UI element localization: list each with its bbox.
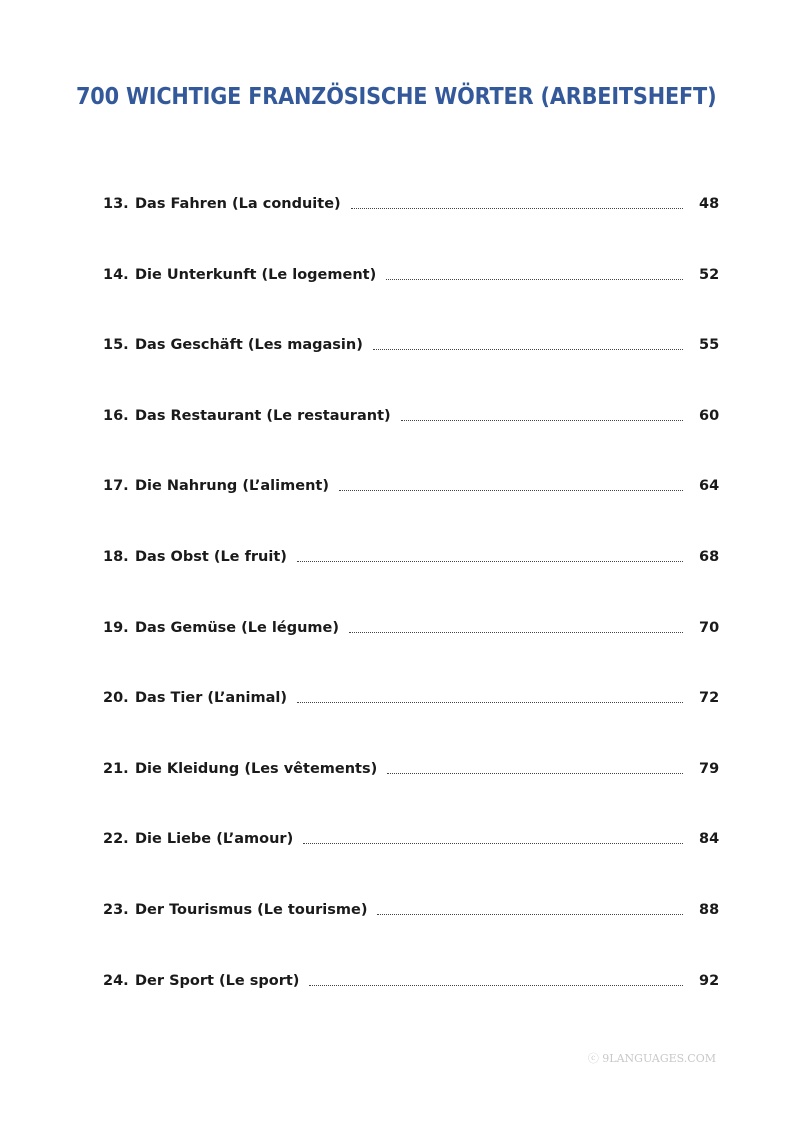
toc-page-number: 55 [699,337,720,354]
toc-leader [387,773,683,774]
toc-page-number: 60 [699,407,720,424]
toc-leader [297,702,683,703]
toc-label: Die Nahrung (L’aliment) [135,478,329,495]
toc-label: Das Restaurant (Le restaurant) [135,407,391,424]
toc-entry[interactable] [103,967,719,995]
toc-entry[interactable] [103,472,719,500]
toc-entry[interactable] [103,755,719,783]
toc-page-number: 70 [699,619,720,636]
toc-page-number: 72 [699,690,720,707]
toc-number: 23. [103,902,129,918]
toc-leader [339,490,683,491]
toc-label: Das Geschäft (Les magasin) [135,337,363,354]
toc-page-number: 79 [699,760,720,777]
toc-leader [349,632,683,633]
toc-label: Das Gemüse (Le légume) [135,619,340,636]
toc-page-number: 84 [699,831,720,848]
toc-leader [303,843,683,844]
toc-number: 17. [103,478,129,495]
toc-number: 14. [103,266,129,283]
toc-label: Das Fahren (La conduite) [135,196,341,212]
toc-number: 16. [103,407,129,424]
toc-number: 18. [103,549,129,565]
toc-entry[interactable] [103,261,719,289]
toc-leader [297,561,683,562]
toc-entry[interactable] [103,402,719,430]
toc-label: Die Unterkunft (Le logement) [135,266,377,283]
toc-leader [401,420,683,421]
toc-entry[interactable] [103,543,719,571]
toc-number: 21. [103,760,129,777]
toc-page-number: 64 [699,478,720,495]
toc-page-number: 48 [699,196,720,212]
toc-leader [386,279,683,280]
toc-entry[interactable] [103,896,719,924]
toc-entry[interactable] [103,331,719,359]
toc-leader [351,208,683,209]
toc-entry[interactable] [103,190,719,218]
toc-leader [377,914,683,915]
toc-number: 19. [103,619,129,636]
toc-page-number: 92 [699,972,720,989]
toc-entry[interactable] [103,684,719,712]
toc-number: 13. [103,196,129,212]
toc-entry[interactable] [103,825,719,853]
toc-label: Der Sport (Le sport) [135,972,300,989]
toc-page-number: 52 [699,266,720,283]
toc-label: Das Tier (L’animal) [135,690,288,707]
toc-number: 22. [103,831,129,848]
toc-label: Die Liebe (L’amour) [135,831,294,848]
toc-leader [373,349,683,350]
toc-entry[interactable] [103,614,719,642]
toc-label: Die Kleidung (Les vêtements) [135,760,378,777]
toc-leader [309,985,683,986]
toc-label: Das Obst (Le fruit) [135,549,287,565]
toc-page-number: 68 [699,549,720,565]
copyright-footer: ⓒ 9LANGUAGES.COM [587,1052,716,1065]
toc-page-number: 88 [699,902,720,918]
toc-number: 15. [103,337,129,354]
toc-number: 24. [103,972,129,989]
toc-label: Der Tourismus (Le tourisme) [135,902,368,918]
toc-number: 20. [103,690,129,707]
page-title: 700 WICHTIGE FRANZÖSISCHE WÖRTER (ARBEITSHEFT) [76,84,717,110]
